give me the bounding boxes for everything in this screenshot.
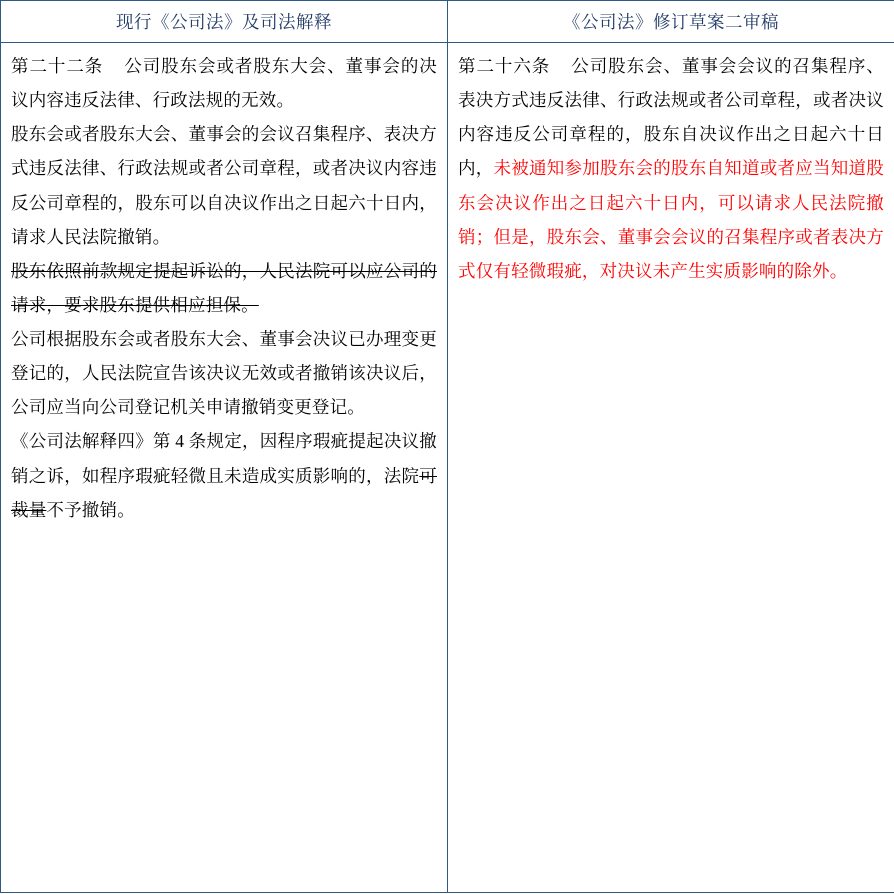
paragraph-left-2 [11,117,437,254]
paragraph-left-5-text-a: 《公司法解释四》第 4 条规定，因程序瑕疵提起决议撤销之诉，如程序瑕疵轻微且未造成实质影响的，法院 [11,431,437,486]
paragraph-left-1-text: 公司股东会或者股东大会、董事会的决议内容违反法律、行政法规的无效。 [11,56,437,111]
article-number-right: 第二十六条 [458,56,551,76]
paragraph-left-5-text-b: 不予撤销。 [46,499,135,520]
article-number-left: 第二十二条 [11,56,104,76]
column-header-draft-amendment: 《公司法》修订草案二审稿 [448,1,894,43]
deleted-text-left: 股东依照前款规定提起诉讼的，人民法院可以应公司的请求，要求股东提供相应担保。 [11,260,437,315]
paragraph-left-2-text: 股东会或者股东大会、董事会的会议召集程序、表决方式违反法律、行政法规或者公司章程，或者决议内容违反公司章程的，股东可以自决议作出之日起六十日内，请求人民法院撤销。 [11,124,437,247]
paragraph-right-1 [458,49,884,288]
cell-draft-amendment [448,43,894,893]
column-header-current-law: 现行《公司法》及司法解释 [1,1,448,43]
paragraph-left-5 [11,424,437,526]
paragraph-left-4-text: 公司根据股东会或者股东大会、董事会决议已办理变更登记的，人民法院宣告该决议无效或者撤销该决议后，公司应当向公司登记机关申请撤销变更登记。 [11,329,437,418]
paragraph-left-1 [11,49,437,117]
paragraph-left-3-deleted [11,254,437,322]
table-body-row [1,43,894,893]
paragraph-right-1-text: 公司股东会、董事会会议的召集程序、表决方式违反法律、行政法规或者公司章程，或者决议内容违反公司章程的，股东自决议作出之日起六十日内， [458,56,884,179]
table-header-row [1,1,894,43]
added-text-right: 未被通知参加股东会的股东自知道或者应当知道股东会决议作出之日起六十日内，可以请求人民法院撤销；但是，股东会、董事会会议的召集程序或者表决方式仅有轻微瑕疵，对决议未产生实质影响的除外。 [458,158,884,281]
paragraph-left-4 [11,322,437,424]
cell-current-law [1,43,448,893]
deleted-text-left-discretion: 可裁量 [11,465,437,520]
